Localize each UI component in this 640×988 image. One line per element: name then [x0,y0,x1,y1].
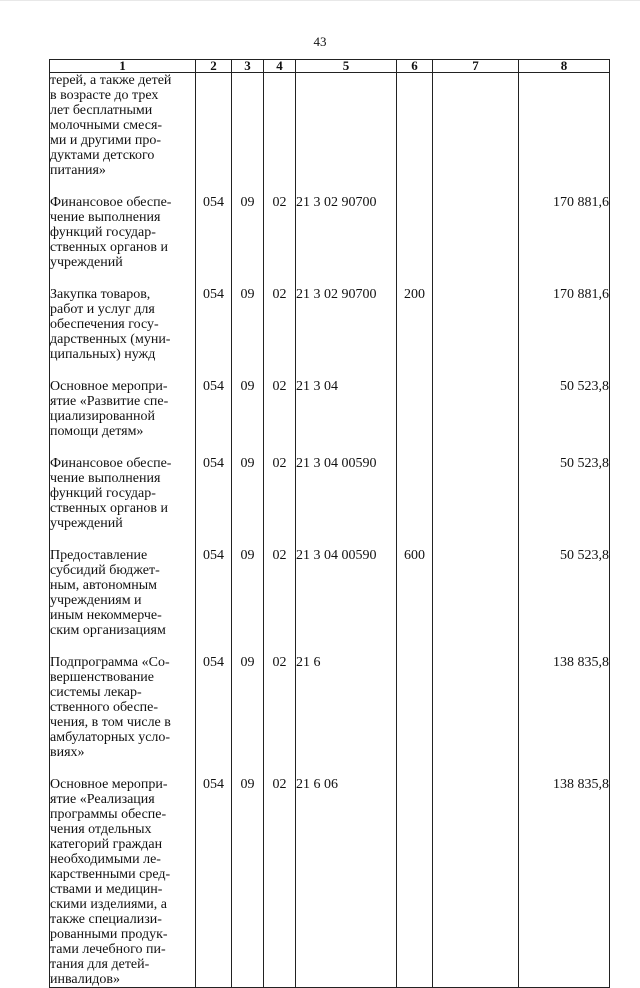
cell-target-article: 21 6 [296,655,397,760]
cell-section: 09 [232,195,264,270]
cell-col-7 [433,73,519,179]
cell-subsection: 02 [264,287,296,362]
cell-ministry-code: 054 [196,777,232,988]
cell-section: 09 [232,548,264,638]
cell-subsection: 02 [264,456,296,531]
cell-expense-type [397,655,433,760]
row-spacer [50,178,196,195]
cell-col-7 [433,548,519,638]
column-header-3: 3 [232,60,264,73]
column-header-1: 1 [50,60,196,73]
table-row [50,655,610,760]
cell-section: 09 [232,655,264,760]
cell-expense-type [397,195,433,270]
cell-subsection: 02 [264,548,296,638]
row-description: Основное меропри- ятие «Развитие спе- циализированной помощи детям» [50,379,196,439]
row-description: Финансовое обеспе- чение выполнения функций государ- ственных органов и учреждений [50,456,196,531]
cell-expense-type: 200 [397,287,433,362]
cell-target-article: 21 3 02 90700 [296,195,397,270]
cell-expense-type: 600 [397,548,433,638]
cell-section: 09 [232,777,264,988]
cell-col-7 [433,195,519,270]
cell-amount: 50 523,8 [519,456,610,531]
cell-subsection: 02 [264,655,296,760]
column-header-8: 8 [519,60,610,73]
cell-amount: 170 881,6 [519,287,610,362]
cell-ministry-code: 054 [196,287,232,362]
cell-amount: 170 881,6 [519,195,610,270]
cell-amount: 50 523,8 [519,548,610,638]
row-spacer [50,362,196,379]
cell-section: 09 [232,456,264,531]
row-spacer [50,638,196,655]
cell-col-7 [433,379,519,439]
cell-target-article: 21 6 06 [296,777,397,988]
budget-table [49,59,610,988]
table-header-row [50,60,610,73]
table-row [50,379,610,439]
row-description: Подпрограмма «Со- вершенствование системы лекар- ственного обеспе- чения, в том числе в амбулаторных усло- виях» [50,655,196,760]
cell-ministry-code: 054 [196,548,232,638]
cell-amount [519,73,610,179]
cell-subsection: 02 [264,379,296,439]
cell-ministry-code: 054 [196,379,232,439]
table-row [50,548,610,638]
row-spacer [50,270,196,287]
cell-ministry-code: 054 [196,456,232,531]
cell-target-article: 21 3 04 00590 [296,548,397,638]
row-spacer [50,531,196,548]
cell-expense-type [397,379,433,439]
table-row [50,73,610,179]
cell-col-7 [433,287,519,362]
table-row [50,777,610,988]
cell-expense-type [397,777,433,988]
page-number: 43 [313,34,327,49]
cell-subsection: 02 [264,777,296,988]
cell-amount: 138 835,8 [519,655,610,760]
cell-subsection: 02 [264,195,296,270]
table-row [50,456,610,531]
cell-section: 09 [232,287,264,362]
cell-ministry-code [196,73,232,179]
table-row [50,287,610,362]
column-header-7: 7 [433,60,519,73]
cell-expense-type [397,456,433,531]
cell-expense-type [397,73,433,179]
cell-subsection [264,73,296,179]
cell-target-article [296,73,397,179]
cell-amount: 138 835,8 [519,777,610,988]
cell-section [232,73,264,179]
row-description: терей, а также детей в возрасте до трех лет бесплатными молочными смеся- ми и другими про- дуктами детского питания» [50,73,196,179]
cell-col-7 [433,655,519,760]
table-row [50,195,610,270]
cell-col-7 [433,456,519,531]
column-header-4: 4 [264,60,296,73]
cell-ministry-code: 054 [196,655,232,760]
cell-section: 09 [232,379,264,439]
row-description: Закупка товаров, работ и услуг для обеспечения госу- дарственных (муни- ципальных) нужд [50,287,196,362]
cell-target-article: 21 3 02 90700 [296,287,397,362]
row-description: Финансовое обеспе- чение выполнения функций государ- ственных органов и учреждений [50,195,196,270]
cell-amount: 50 523,8 [519,379,610,439]
row-spacer [50,760,196,777]
row-description: Предоставление субсидий бюджет- ным, автономным учреждениям и иным некоммерче- ским организациям [50,548,196,638]
cell-col-7 [433,777,519,988]
column-header-5: 5 [296,60,397,73]
cell-target-article: 21 3 04 [296,379,397,439]
cell-target-article: 21 3 04 00590 [296,456,397,531]
row-description: Основное меропри- ятие «Реализация программы обеспе- чения отдельных категорий граждан необходимыми ле- карственными сред- ствами и медицин- скими изделиями, а также специализи- рованными продук- тами лечебного пи- тания для детей- инвалидов» [50,777,196,988]
page-top-edge [0,0,640,1]
column-header-6: 6 [397,60,433,73]
row-spacer [50,439,196,456]
cell-ministry-code: 054 [196,195,232,270]
column-header-2: 2 [196,60,232,73]
